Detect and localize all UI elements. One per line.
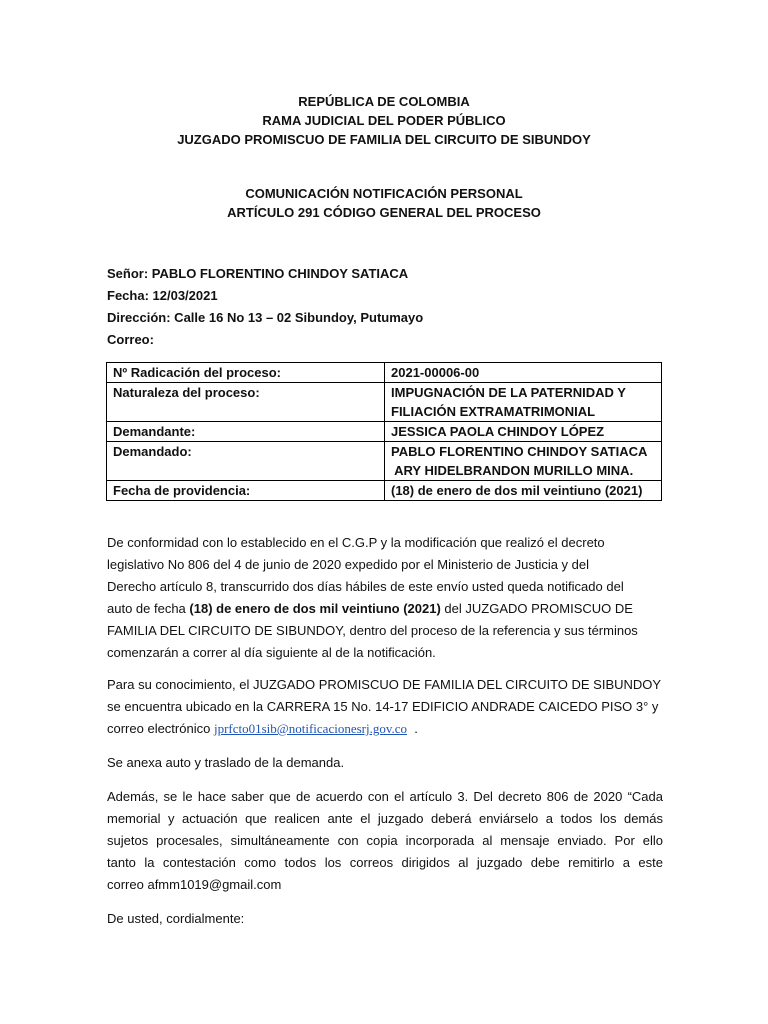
table-value-line: ARY HIDELBRANDON MURILLO MINA. — [391, 463, 634, 478]
header-line-judicial-branch: RAMA JUDICIAL DEL PODER PÚBLICO — [262, 113, 506, 128]
table-row — [107, 422, 662, 442]
paragraph-line: legislativo No 806 del 4 de junio de 2020 expedido por el Ministerio de Justicia y del — [107, 557, 590, 572]
closing-line: De usted, cordialmente: — [107, 911, 245, 926]
paragraph-line: Para su conocimiento, el JUZGADO PROMISCUO DE FAMILIA DEL CIRCUITO DE SIBUNDOY — [107, 677, 662, 692]
paragraph-line: De conformidad con lo establecido en el C.G.P y la modificación que realizó el decreto — [107, 535, 605, 550]
table-label: Demandado: — [107, 442, 385, 481]
paragraph-line — [107, 598, 663, 620]
paragraph-line: comenzarán a correr al día siguiente al de la notificación. — [107, 645, 436, 660]
process-table — [106, 362, 662, 501]
table-label: Nº Radicación del proceso: — [107, 363, 385, 383]
table-value-line: FILIACIÓN EXTRAMATRIMONIAL — [391, 404, 596, 419]
paragraph-line: tanto la contestación como todos los correos dirigidos al juzgado debe remitirlo a este — [107, 855, 663, 870]
recipient-block — [107, 263, 423, 351]
paragraph-line: Se anexa auto y traslado de la demanda. — [107, 755, 345, 770]
table-value — [385, 383, 662, 422]
paragraph-line: correo afmm1019@gmail.com — [107, 877, 282, 892]
recipient-date: Fecha: 12/03/2021 — [107, 288, 218, 303]
header-line-court: JUZGADO PROMISCUO DE FAMILIA DEL CIRCUITO DE SIBUNDOY — [177, 132, 591, 147]
recipient-address: Dirección: Calle 16 No 13 – 02 Sibundoy, Putumayo — [107, 310, 424, 325]
table-row — [107, 363, 662, 383]
paragraph-location — [107, 674, 663, 740]
table-label: Naturaleza del proceso: — [107, 383, 385, 422]
text-run: del JUZGADO PROMISCUO DE — [440, 601, 633, 616]
text-run: . — [407, 721, 418, 736]
court-header — [0, 92, 768, 149]
table-value: (18) de enero de dos mil veintiuno (2021) — [385, 481, 662, 501]
table-value: JESSICA PAOLA CHINDOY LÓPEZ — [385, 422, 662, 442]
paragraph-line: Derecho artículo 8, transcurrido dos días hábiles de este envío usted queda notificado del — [107, 579, 624, 594]
document-title — [0, 184, 768, 222]
table-row — [107, 442, 662, 481]
paragraph-notification — [107, 532, 663, 664]
table-label: Fecha de providencia: — [107, 481, 385, 501]
paragraph-decree — [107, 786, 663, 896]
paragraph-line: FAMILIA DEL CIRCUITO DE SIBUNDOY, dentro del proceso de la referencia y sus términos — [107, 623, 638, 638]
table-label: Demandante: — [107, 422, 385, 442]
table-row — [107, 383, 662, 422]
paragraph-annex — [107, 752, 663, 774]
table-value-line: IMPUGNACIÓN DE LA PATERNIDAD Y — [391, 385, 626, 400]
paragraph-line: sujetos procesales, simultáneamente con copia incorporada al mensaje enviado. Por ello — [107, 833, 663, 848]
text-run: correo electrónico — [107, 721, 214, 736]
paragraph-line: se encuentra ubicado en la CARRERA 15 No. 14-17 EDIFICIO ANDRADE CAICEDO PISO 3° y — [107, 699, 659, 714]
table-value — [385, 442, 662, 481]
court-email-link[interactable]: jprfcto01sib@notificacionesrj.gov.co — [213, 721, 408, 736]
recipient-name: Señor: PABLO FLORENTINO CHINDOY SATIACA — [107, 266, 409, 281]
bold-date: (18) de enero de dos mil veintiuno (2021) — [189, 601, 441, 616]
table-value-line: PABLO FLORENTINO CHINDOY SATIACA — [391, 444, 648, 459]
header-line-republic: REPÚBLICA DE COLOMBIA — [298, 94, 470, 109]
table-row — [107, 481, 662, 501]
table-value: 2021-00006-00 — [385, 363, 662, 383]
paragraph-line: Además, se le hace saber que de acuerdo con el artículo 3. Del decreto 806 de 2020 “Cada — [107, 789, 663, 804]
paragraph-line — [107, 718, 663, 740]
text-run: auto de fecha — [107, 601, 190, 616]
title-line-communication: COMUNICACIÓN NOTIFICACIÓN PERSONAL — [245, 186, 523, 201]
title-line-article: ARTÍCULO 291 CÓDIGO GENERAL DEL PROCESO — [227, 205, 541, 220]
paragraph-line: memorial y actuación que realicen ante el juzgado deberá enviárselo a todos los demás — [107, 811, 663, 826]
closing — [107, 908, 663, 930]
recipient-email: Correo: — [107, 332, 154, 347]
